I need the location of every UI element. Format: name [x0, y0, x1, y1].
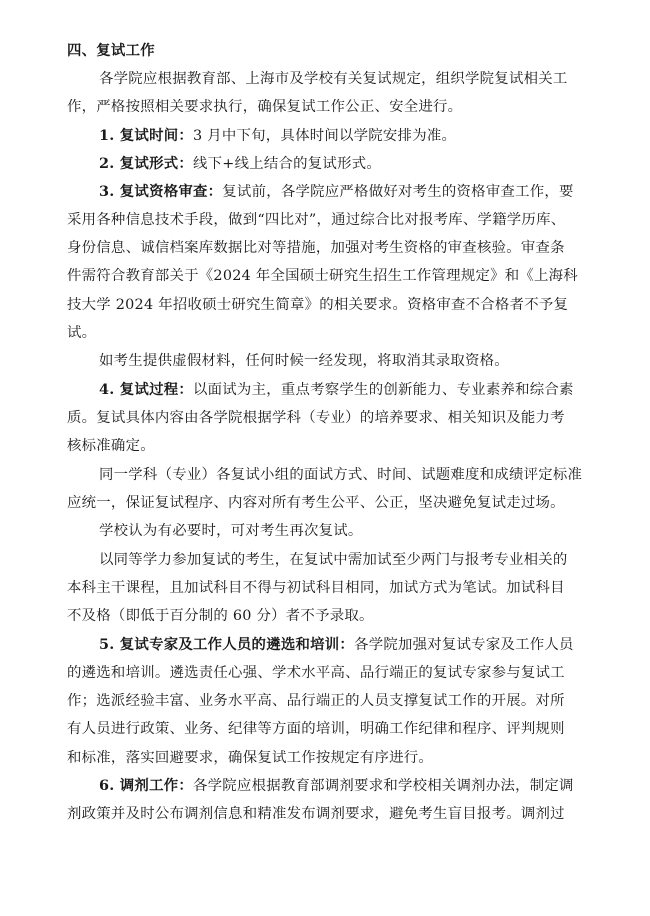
- item-6: [99, 777, 574, 795]
- item-4: [99, 381, 574, 399]
- item-6-label: 6. 调剂工作：: [99, 777, 193, 794]
- item-4-paragraph-4: 本科主干课程，且加试科目不得与初试科目相同，加试方式为笔试。加试科目: [67, 580, 565, 596]
- item-3-line: 试。: [67, 325, 97, 341]
- item-4-line: 质。复试具体内容由各学院根据学科（专业）的培养要求、相关知识及能力考: [67, 410, 565, 426]
- item-5-text: 各学院加强对复试专家及工作人员: [354, 637, 574, 653]
- item-4-line: 核标准确定。: [67, 438, 155, 454]
- item-5-line: 和标准，落实回避要求，确保复试工作按规定有序进行。: [67, 750, 434, 766]
- item-4-paragraph-3: 学校认为有必要时，可对考生再次复试。: [99, 523, 363, 539]
- item-3: [99, 183, 574, 201]
- item-6-line: 剂政策并及时公布调剂信息和精准发布调剂要求，避免考生盲目报考。调剂过: [67, 806, 565, 822]
- item-5-label: 5. 复试专家及工作人员的遴选和培训：: [99, 636, 355, 653]
- item-1-text: 3 月中下旬，具体时间以学院安排为准。: [193, 128, 457, 144]
- section-heading: 四、复试工作: [67, 42, 155, 59]
- item-2: [99, 155, 381, 173]
- item-4-paragraph-2: 应统一，保证复试程序、内容对所有考生公平、公正，坚决避免复试走过场。: [67, 495, 565, 511]
- item-3-line: 采用各种信息技术手段，做到“四比对”，通过综合比对报考库、学籍学历库、: [67, 212, 566, 228]
- item-4-paragraph-4: 不及格（即低于百分制的 60 分）者不予录取。: [67, 608, 374, 624]
- item-1-label: 1. 复试时间：: [99, 127, 193, 144]
- item-4-text: 以面试为主，重点考察学生的创新能力、专业素养和综合素: [193, 382, 574, 398]
- item-5: [99, 636, 574, 654]
- item-4-label: 4. 复试过程：: [99, 381, 193, 398]
- item-6-text: 各学院应根据教育部调剂要求和学校相关调剂办法，制定调: [193, 778, 574, 794]
- item-3-line: 身份信息、诚信档案库数据比对等措施，加强对考生资格的审查核验。审查条: [67, 240, 565, 256]
- item-3-line: 技大学 2024 年招收硕士研究生简章》的相关要求。资格审查不合格者不予复: [67, 297, 569, 313]
- item-3-paragraph-2: 如考生提供虚假材料，任何时候一经发现，将取消其录取资格。: [99, 353, 509, 369]
- item-3-label: 3. 复试资格审查：: [99, 183, 223, 200]
- intro-line-2: 作，严格按照相关要求执行，确保复试工作公正、安全进行。: [67, 99, 463, 115]
- item-2-label: 2. 复试形式：: [99, 155, 193, 172]
- item-3-text: 复试前，各学院应严格做好对考生的资格审查工作，要: [222, 184, 574, 200]
- item-5-line: 有人员进行政策、业务、纪律等方面的培训，明确工作纪律和程序、评判规则: [67, 721, 565, 737]
- item-4-paragraph-2: 同一学科（专业）各复试小组的面试方式、时间、试题难度和成绩评定标准: [99, 467, 583, 483]
- item-5-line: 的遴选和培训。遴选责任心强、学术水平高、品行端正的复试专家参与复试工: [67, 665, 565, 681]
- item-1: [99, 127, 456, 145]
- item-2-text: 线下+线上结合的复试形式。: [193, 156, 381, 172]
- intro-line-1: 各学院应根据教育部、上海市及学校有关复试规定，组织学院复试相关工: [99, 71, 568, 87]
- item-3-line: 件需符合教育部关于《2024 年全国硕士研究生招生工作管理规定》和《上海科: [67, 268, 578, 284]
- item-5-line: 作；选派经验丰富、业务水平高、品行端正的人员支撑复试工作的开展。对所: [67, 693, 565, 709]
- item-4-paragraph-4: 以同等学力参加复试的考生，在复试中需加试至少两门与报考专业相关的: [99, 552, 568, 568]
